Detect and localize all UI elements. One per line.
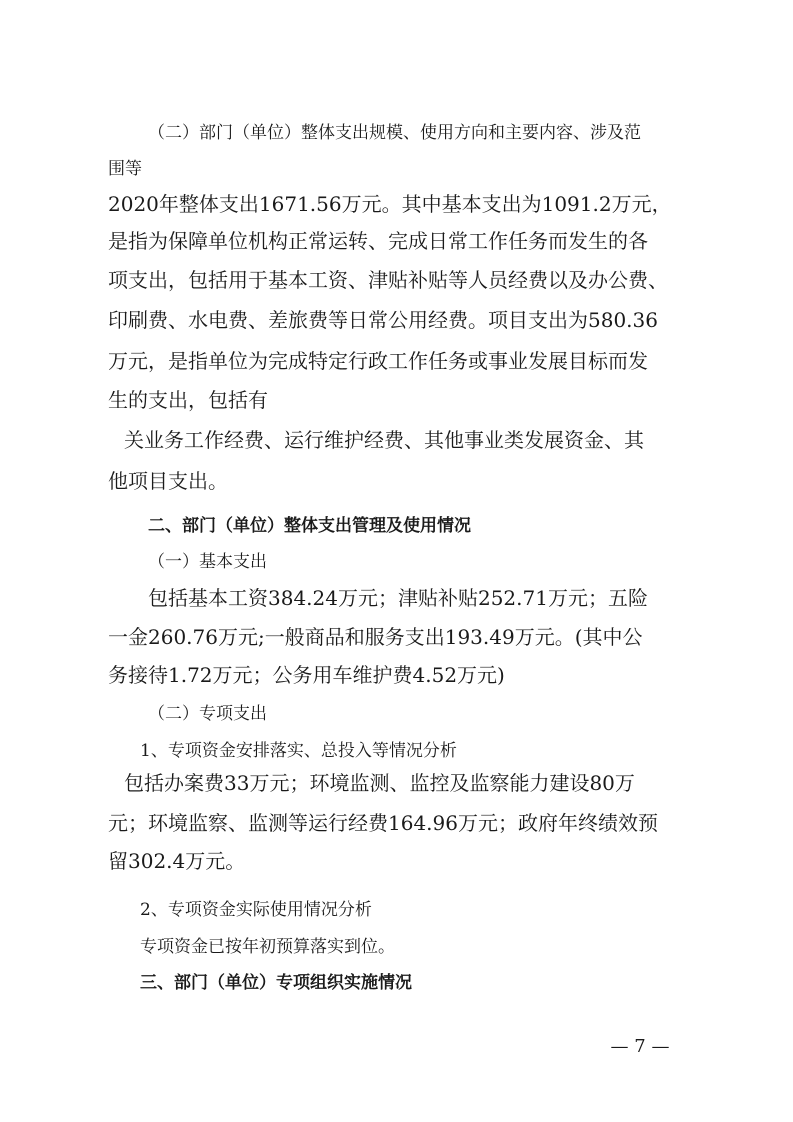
subsection-heading: 2、专项资金实际使用情况分析: [140, 900, 372, 920]
paragraph-line: 印刷费、水电费、差旅费等日常公用经费。项目支出为580.36: [108, 308, 658, 332]
section-heading: 三、部门（单位）专项组织实施情况: [140, 973, 412, 993]
paragraph-line: 是指为保障单位机构正常运转、完成日常工作任务而发生的各: [108, 229, 648, 253]
page-number: — 7 —: [610, 1036, 670, 1057]
paragraph-line: 留302.4万元。: [108, 849, 246, 873]
paragraph-line: 包括基本工资384.24万元；津贴补贴252.71万元；五险: [148, 586, 648, 610]
paragraph-line: 项支出，包括用于基本工资、津贴补贴等人员经费以及办公费、: [108, 268, 668, 292]
subsection-heading: 1、专项资金安排落实、总投入等情况分析: [140, 741, 457, 761]
paragraph-line: 2020年整体支出1671.56万元。其中基本支出为1091.2万元，: [108, 192, 672, 216]
paragraph-line: 围等: [108, 159, 142, 179]
paragraph-line: 包括办案费33万元；环境监测、监控及监察能力建设80万: [124, 771, 635, 795]
paragraph-line: 专项资金已按年初预算落实到位。: [140, 937, 395, 957]
section-heading: 二、部门（单位）整体支出管理及使用情况: [148, 516, 471, 536]
paragraph-line: 他项目支出。: [108, 469, 228, 493]
paragraph-line: 一金260.76万元;一般商品和服务支出193.49万元。(其中公: [108, 625, 643, 649]
subsection-heading: （一）基本支出: [148, 552, 267, 572]
paragraph-line: 务接待1.72万元；公务用车维护费4.52万元): [108, 663, 505, 687]
paragraph-line: 关业务工作经费、运行维护经费、其他事业类发展资金、其: [124, 428, 644, 452]
subsection-heading: （二）专项支出: [148, 704, 267, 724]
paragraph-line: 生的支出，包括有: [108, 388, 268, 412]
paragraph-line: 万元，是指单位为完成特定行政工作任务或事业发展目标而发: [108, 349, 648, 373]
paragraph-line: （二）部门（单位）整体支出规模、使用方向和主要内容、涉及范: [148, 123, 641, 143]
paragraph-line: 元；环境监察、监测等运行经费164.96万元；政府年终绩效预: [108, 811, 658, 835]
